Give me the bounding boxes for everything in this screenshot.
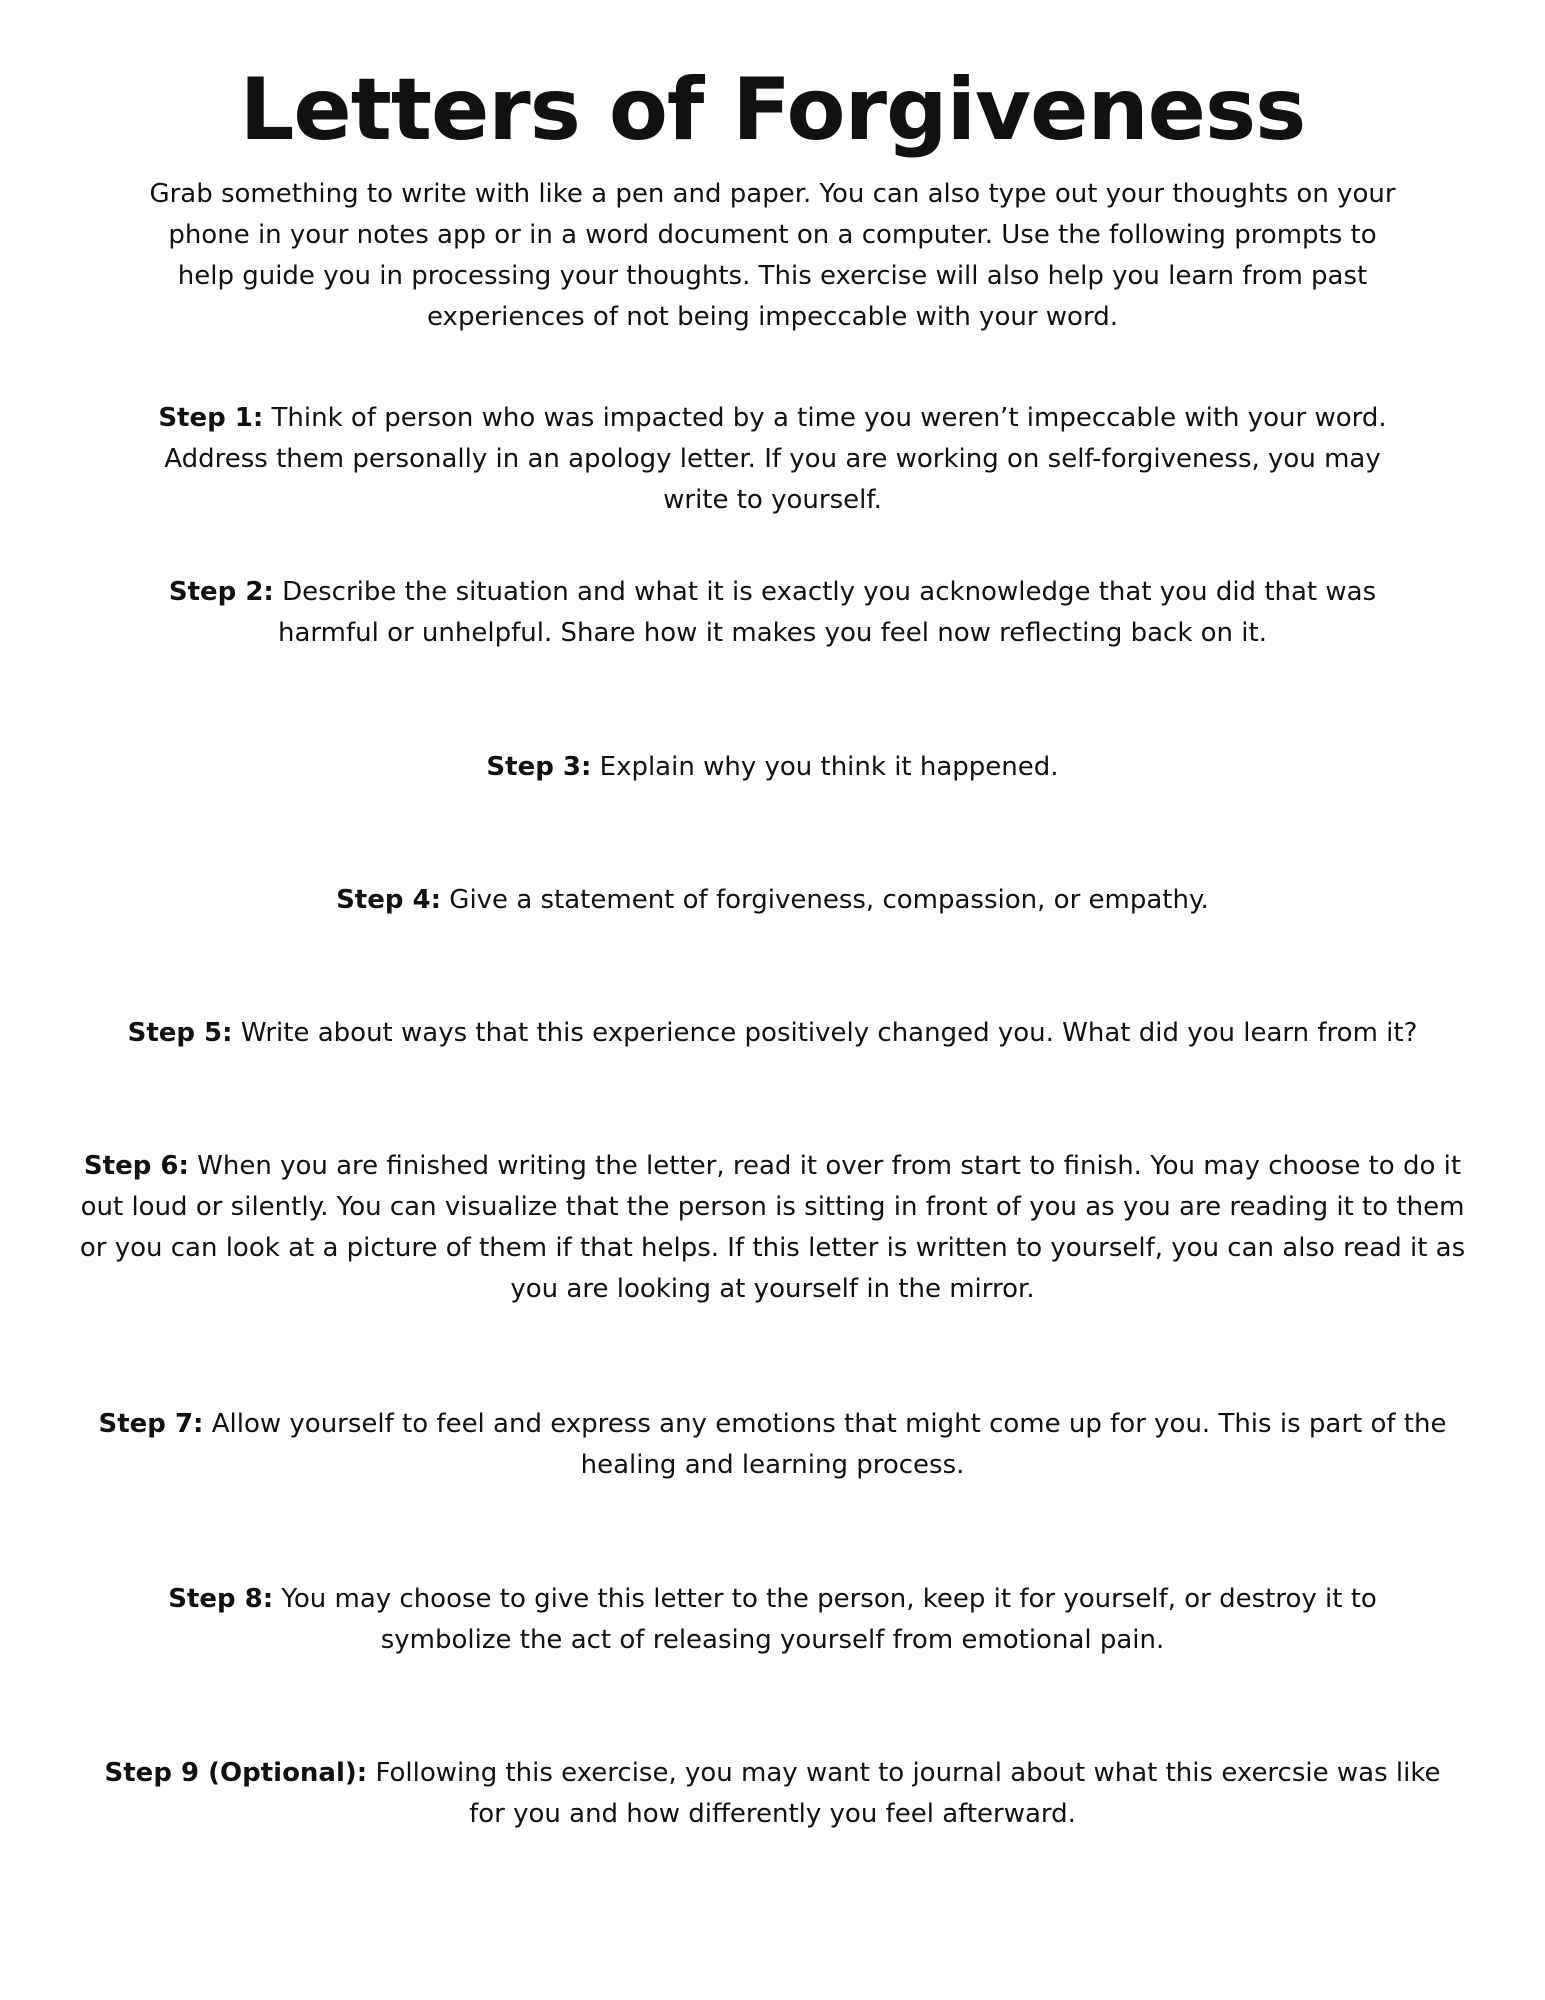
step-6 [70, 1146, 1475, 1310]
step-7-label: Step 7: [98, 1409, 204, 1439]
step-9 [100, 1753, 1445, 1835]
step-3-label: Step 3: [486, 752, 592, 782]
page-title: Letters of Forgiveness [239, 60, 1306, 160]
step-5-label: Step 5: [127, 1018, 233, 1048]
step-4-text: Give a statement of forgiveness, compassion, or empathy. [449, 885, 1209, 915]
intro-paragraph: Grab something to write with like a pen and paper. You can also type out your thoughts on your phone in your notes app or in a word document on a computer. Use the following prompts to help guide you in processing your thoughts. This exercise will also help you learn from past experiences of not being impeccable with your word. [149, 179, 1396, 332]
step-7 [90, 1404, 1455, 1486]
step-4 [140, 880, 1405, 921]
step-6-label: Step 6: [83, 1151, 189, 1181]
step-8 [110, 1579, 1435, 1661]
step-1 [140, 398, 1405, 521]
step-7-text: Allow yourself to feel and express any emotions that might come up for you. This is part of the healing and learning process. [211, 1409, 1447, 1480]
step-2-text: Describe the situation and what it is exactly you acknowledge that you did that was harmful or unhelpful. Share how it makes you feel now reflecting back on it. [277, 577, 1377, 648]
step-2 [150, 572, 1395, 654]
step-8-label: Step 8: [168, 1584, 274, 1614]
step-6-text: When you are finished writing the letter, read it over from start to finish. You may choose to do it out loud or silently. You can visualize that the person is sitting in front of you as you are reading it to them or you can look at a picture of them if that helps. If this letter is written to yourself, you can also read it as you are looking at yourself in the mirror. [79, 1151, 1466, 1304]
step-8-text: You may choose to give this letter to the person, keep it for yourself, or destroy it to symbolize the act of releasing yourself from emotional pain. [281, 1584, 1377, 1655]
step-5-text: Write about ways that this experience positively changed you. What did you learn from it? [240, 1018, 1418, 1048]
step-3 [140, 747, 1405, 788]
step-3-text: Explain why you think it happened. [599, 752, 1059, 782]
step-2-label: Step 2: [168, 577, 274, 607]
step-1-text: Think of person who was impacted by a time you weren’t impeccable with your word. Address them personally in an apology letter. If you are working on self-forgiveness, you may write to yourself. [164, 403, 1387, 515]
step-5 [90, 1013, 1455, 1054]
step-9-label: Step 9 (Optional): [104, 1758, 368, 1788]
step-9-text: Following this exercise, you may want to journal about what this exercsie was like for you and how differently you feel afterward. [375, 1758, 1441, 1829]
step-4-label: Step 4: [336, 885, 442, 915]
step-1-label: Step 1: [158, 403, 264, 433]
